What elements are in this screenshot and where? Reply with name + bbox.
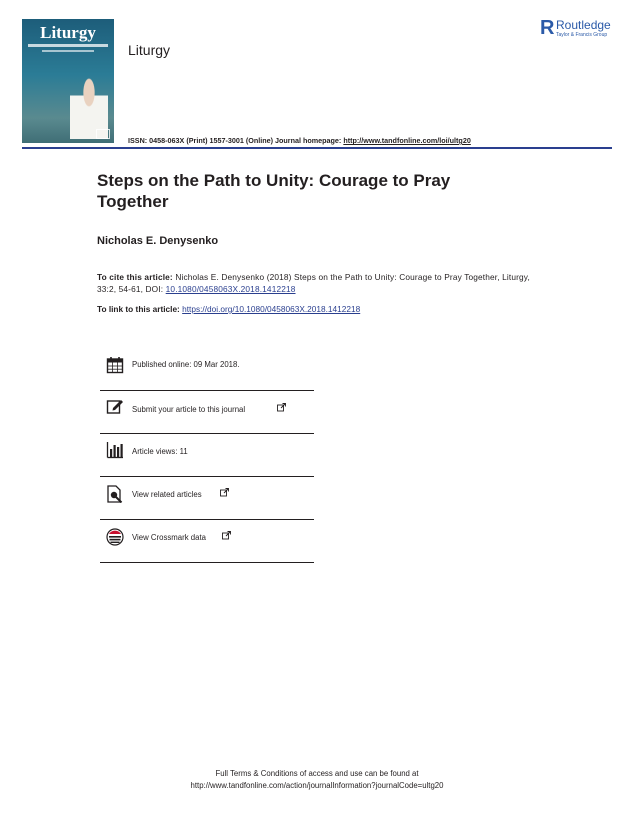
info-views [100, 434, 314, 477]
submit-article-link[interactable]: Submit your article to this journal [132, 405, 246, 414]
edit-icon [106, 397, 124, 415]
citation-block [97, 271, 537, 295]
external-link-icon [277, 403, 286, 412]
journal-homepage-link[interactable]: http://www.tandfonline.com/loi/ultg20 [343, 136, 471, 145]
external-link-icon [222, 531, 231, 540]
related-articles-link[interactable]: View related articles [132, 490, 202, 499]
cite-text: Nicholas E. Denysenko (2018) Steps on the Path to Unity: Courage to Pray Together, Liturgy, 33:2, 54-61, DOI: [97, 272, 530, 294]
journal-name: Liturgy [128, 42, 171, 58]
article-link-line [97, 304, 360, 314]
search-document-icon [106, 485, 124, 503]
doi-link[interactable]: 10.1080/0458063X.2018.1412218 [165, 284, 296, 294]
cite-label: To cite this article: [97, 272, 173, 282]
cover-subtitle-graphic [28, 44, 108, 47]
cover-publisher-logo [96, 129, 110, 139]
footer [0, 768, 634, 792]
external-link-icon [220, 488, 229, 497]
crossmark-icon [106, 528, 124, 546]
routledge-icon: R [540, 17, 555, 39]
bar-chart-icon [106, 441, 124, 459]
article-views-label: Article views: 11 [132, 447, 188, 456]
cover-title: Liturgy [40, 23, 96, 42]
info-crossmark[interactable] [100, 520, 314, 563]
article-title: Steps on the Path to Unity: Courage to Pray Together [97, 171, 451, 211]
issn-label: ISSN: 0458-063X (Print) 1557-3001 (Online) Journal homepage: [128, 136, 342, 145]
cover-subtitle-graphic-2 [42, 50, 94, 52]
calendar-icon [106, 356, 124, 374]
link-label: To link to this article: [97, 304, 180, 314]
footer-terms-text: Full Terms & Conditions of access and use can be found at [215, 769, 419, 778]
publisher-name: Routledge [556, 18, 611, 32]
published-date-label: Published online: 09 Mar 2018. [132, 360, 240, 369]
publisher-tagline: Taylor & Francis Group [556, 32, 608, 38]
publisher-logo [540, 17, 620, 41]
issn-line [128, 136, 471, 145]
info-published [100, 348, 314, 391]
article-url-link[interactable]: https://doi.org/10.1080/0458063X.2018.1412218 [182, 304, 361, 314]
info-submit[interactable] [100, 391, 314, 434]
journal-cover-image [22, 19, 114, 143]
crossmark-link[interactable]: View Crossmark data [132, 533, 206, 542]
footer-terms-link[interactable]: http://www.tandfonline.com/action/journalInformation?journalCode=ultg20 [190, 781, 444, 790]
header-divider [22, 147, 612, 149]
info-related[interactable] [100, 477, 314, 520]
article-author: Nicholas E. Denysenko [97, 235, 219, 247]
